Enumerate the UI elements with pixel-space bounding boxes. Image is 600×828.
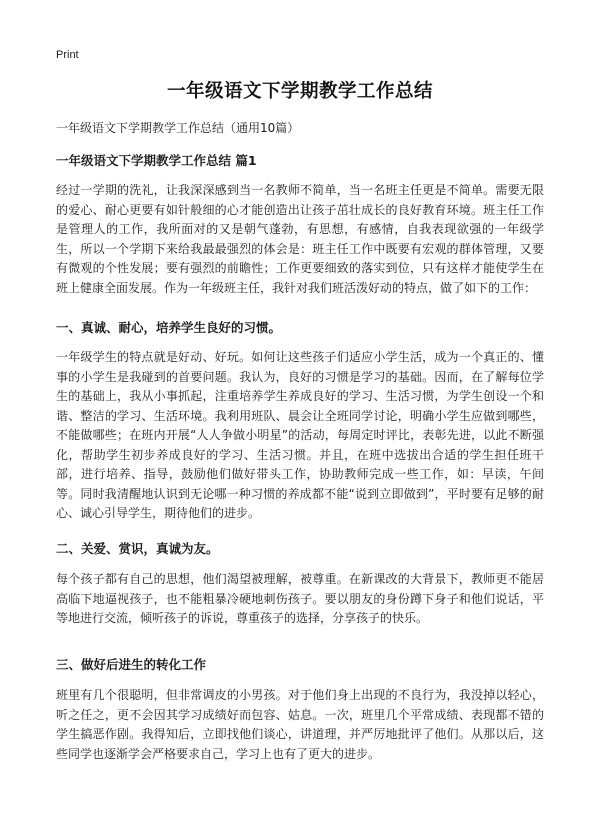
- intro-paragraph: 经过一学期的洗礼，让我深深感到当一名教师不简单，当一名班主任更是不简单。需要无限的爱心、耐心更要有如针般细的心才能创造出让孩子茁壮成长的良好教育环境。班主任工作是管理人的工作，我所面对的又是朝气蓬勃，有思想，有感情，自我表现欲强的一年级学生，所以一个学期下来给我最最强烈的体会是：班主任工作中既要有宏观的群体管理，又要有微观的个性发展；要有强烈的前瞻性；工作更要细致的落实到位，只有这样才能使学生在班上健康全面发展。作为一年级班主任，我针对我们班活泼好动的特点，做了如下的工作：: [56, 183, 544, 295]
- section-body-2: 每个孩子都有自己的思想，他们渴望被理解，被尊重。在新课改的大背景下，教师更不能居高临下地逼视孩子，也不能粗暴冷硬地刺伤孩子。要以朋友的身份蹲下身子和他们说话，平等地进行交流，倾听孩子的诉说，尊重孩子的选择，分享孩子的快乐。: [56, 572, 544, 625]
- section-heading-2: 二、关爱、赏识，真诚为友。: [56, 541, 219, 556]
- section-body-3: 班里有几个很聪明，但非常调皮的小男孩。对于他们身上出现的不良行为，我没掉以轻心，听之任之，更不会因其学习成绩好而包容、姑息。一次，班里几个平常成绩、表现都不错的学生搞恶作剧。我得知后，立即找他们谈心，讲道理，并严厉地批评了他们。从那以后，这些同学也逐渐学会严格要求自己，学习上也有了更大的进步。: [56, 688, 544, 761]
- section-heading-3: 三、做好后进生的转化工作: [56, 657, 207, 672]
- document-subtitle: 一年级语文下学期教学工作总结（通用10篇）: [56, 121, 300, 135]
- section-heading-1: 一、真诚、耐心，培养学生良好的习惯。: [56, 320, 282, 335]
- print-label: Print: [56, 49, 79, 61]
- section-body-1: 一年级学生的特点就是好动、好玩。如何让这些孩子们适应小学生活，成为一个真正的、懂事的小学生是我碰到的首要问题。我认为，良好的习惯是学习的基础。因而，在了解每位学生的基础上，我从小事抓起，注重培养学生养成良好的学习、生活习惯，为学生创设一个和谐、整洁的学习、生活环境。我利用班队、晨会让全班同学讨论，明确小学生应做到哪些，不能做哪些；在班内开展“人人争做小明星”的活动，每周定时评比，表彰先进，以此不断强化，帮助学生初步养成良好的学习、生活习惯。并且，在班中选拔出合适的学生担任班干部，进行培养、指导，鼓励他们做好带头工作，协助教师完成一些工作，如：早读，午间等。同时我清醒地认识到无论哪一种习惯的养成都不能“说到立即做到”，平时要有足够的耐心、诚心引导学生，期待他们的进步。: [56, 350, 544, 520]
- part-heading: 一年级语文下学期教学工作总结 篇1: [56, 153, 257, 168]
- document-title: 一年级语文下学期教学工作总结: [166, 81, 433, 102]
